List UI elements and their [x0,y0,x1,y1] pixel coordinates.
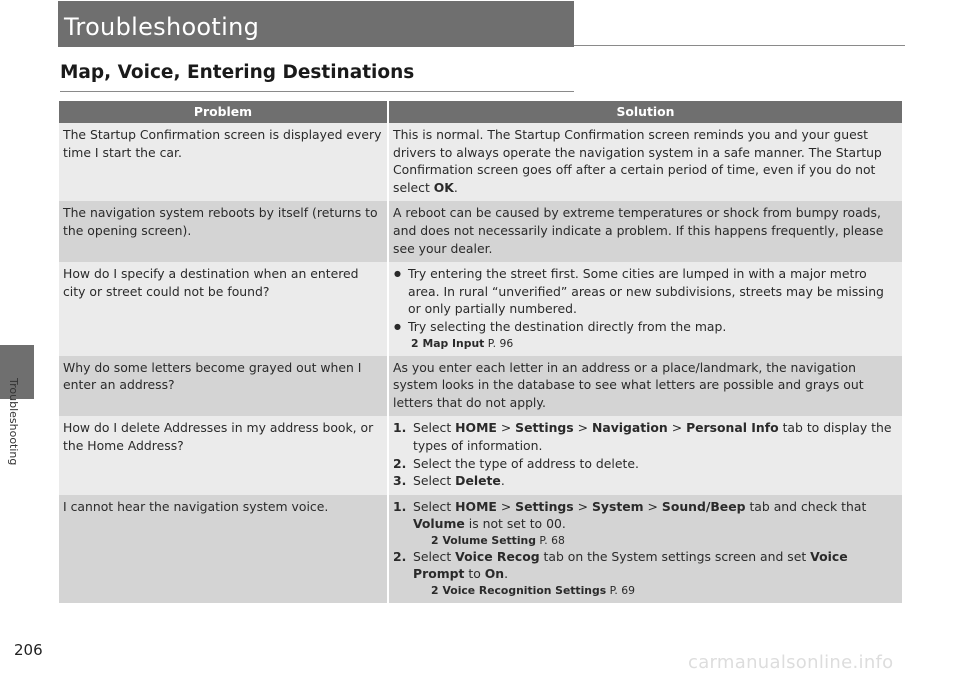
step-item [393,498,897,533]
problem-cell: I cannot hear the navigation system voice. [59,495,388,603]
step-text: Select [413,498,456,514]
side-chapter-label-text: Troubleshooting [7,378,20,466]
problem-cell: The navigation system reboots by itself (returns to the opening screen). [59,201,388,262]
xref-label: Voice Recognition Settings [442,584,607,598]
chapter-title: Troubleshooting [64,13,260,41]
problem-cell: How do I delete Addresses in my address book, or the Home Address? [59,416,388,494]
xref-label: Volume Setting [442,533,536,547]
table-header-row [59,101,902,123]
header-solution: Solution [388,101,902,123]
voice-recog-keyword: Voice Recog [455,548,540,564]
solution-end: . [453,179,458,195]
step-number: 3. [393,473,407,489]
step-text: Select [413,548,456,564]
solution-cell [388,262,902,355]
solution-cell: As you enter each letter in an address or a place/landmark, the navigation system looks in the database to see what letters are possible and grays out letters that do not apply. [388,356,902,417]
system-keyword: System [591,498,644,514]
ok-keyword: OK [433,179,454,195]
xref-page: P. 68 [539,533,565,547]
separator: > [647,498,658,514]
section-rule [60,91,574,92]
step-item [393,455,897,473]
delete-keyword: Delete [455,473,501,489]
solution-cell [388,416,902,494]
home-keyword: HOME [455,420,497,436]
volume-keyword: Volume [413,516,465,532]
table-row [59,262,902,355]
settings-keyword: Settings [515,420,574,436]
separator: > [500,498,512,514]
step-text: tab on the System settings screen and set [539,548,811,564]
step-number: 1. [393,420,407,436]
separator: > [500,420,512,436]
personal-info-keyword: Personal Info [686,420,779,436]
step-item [393,548,897,583]
solution-text: This is normal. The Startup Confirmation screen reminds you and your guest drivers to always operate the navigation system in a safe manner. The Startup Confirmation screen goes off after a certain period of time, even if you do not select [393,127,882,195]
on-keyword: On [484,566,505,582]
step-text: Select [413,420,456,436]
step-text: . [500,473,505,489]
xref-page: P. 69 [609,584,636,598]
step-number: 2. [393,548,407,564]
step-number: 2. [393,455,407,471]
side-chapter-label [6,378,24,488]
navigation-keyword: Navigation [591,420,668,436]
table-row [59,201,902,262]
step-text: to [464,566,485,582]
cross-reference-link[interactable] [393,583,897,598]
problem-cell: Why do some letters become grayed out when I enter an address? [59,356,388,417]
separator: > [577,420,589,436]
page-number: 206 [14,641,43,659]
reference-arrow-icon: 2 [411,336,419,350]
problem-cell: How do I specify a destination when an entered city or street could not be found? [59,262,388,355]
step-text: tab and check that [745,498,867,514]
step-text: Select [413,473,456,489]
section-title: Map, Voice, Entering Destinations [60,62,415,83]
home-keyword: HOME [455,498,497,514]
step-text: tab to display the types of information. [413,420,892,453]
reference-arrow-icon: 2 [431,584,439,598]
table-row [59,356,902,417]
step-number: 1. [393,498,407,514]
solution-cell [388,495,902,603]
problem-cell: The Startup Confirmation screen is displayed every time I start the car. [59,123,388,201]
separator: > [577,498,589,514]
separator: > [671,420,683,436]
xref-label: Map Input [422,336,485,350]
solution-cell: A reboot can be caused by extreme temperatures or shock from bumpy roads, and does not necessarily indicate a problem. If this happens frequently, please see your dealer. [388,201,902,262]
sound-beep-keyword: Sound/Beep [661,498,746,514]
solution-cell [388,123,902,201]
reference-arrow-icon: 2 [431,533,439,547]
step-text: is not set to 00. [464,516,566,532]
bullet-item: ● Try selecting the destination directly from the map. [393,318,897,336]
table-row [59,123,902,201]
cross-reference-link[interactable] [393,336,897,351]
settings-keyword: Settings [515,498,574,514]
step-item [393,419,897,454]
cross-reference-link[interactable] [393,533,897,548]
table-row [59,495,902,603]
chapter-title-bar [58,1,574,47]
step-text: . [504,566,509,582]
step-item [393,472,897,490]
title-rule [574,45,905,46]
troubleshooting-table [59,101,902,603]
footer-watermark: carmanualsonline.info [688,652,894,673]
xref-page: P. 96 [487,336,514,350]
step-text: Select the type of address to delete. [413,455,639,471]
bullet-item: ● Try entering the street first. Some cities are lumped in with a major metro area. In rural “unverified” areas or new subdivisions, streets may be missing or only partially numbered. [393,265,897,318]
voice-prompt-keyword: Voice Prompt [413,548,848,582]
table-row [59,416,902,494]
header-problem: Problem [59,101,388,123]
